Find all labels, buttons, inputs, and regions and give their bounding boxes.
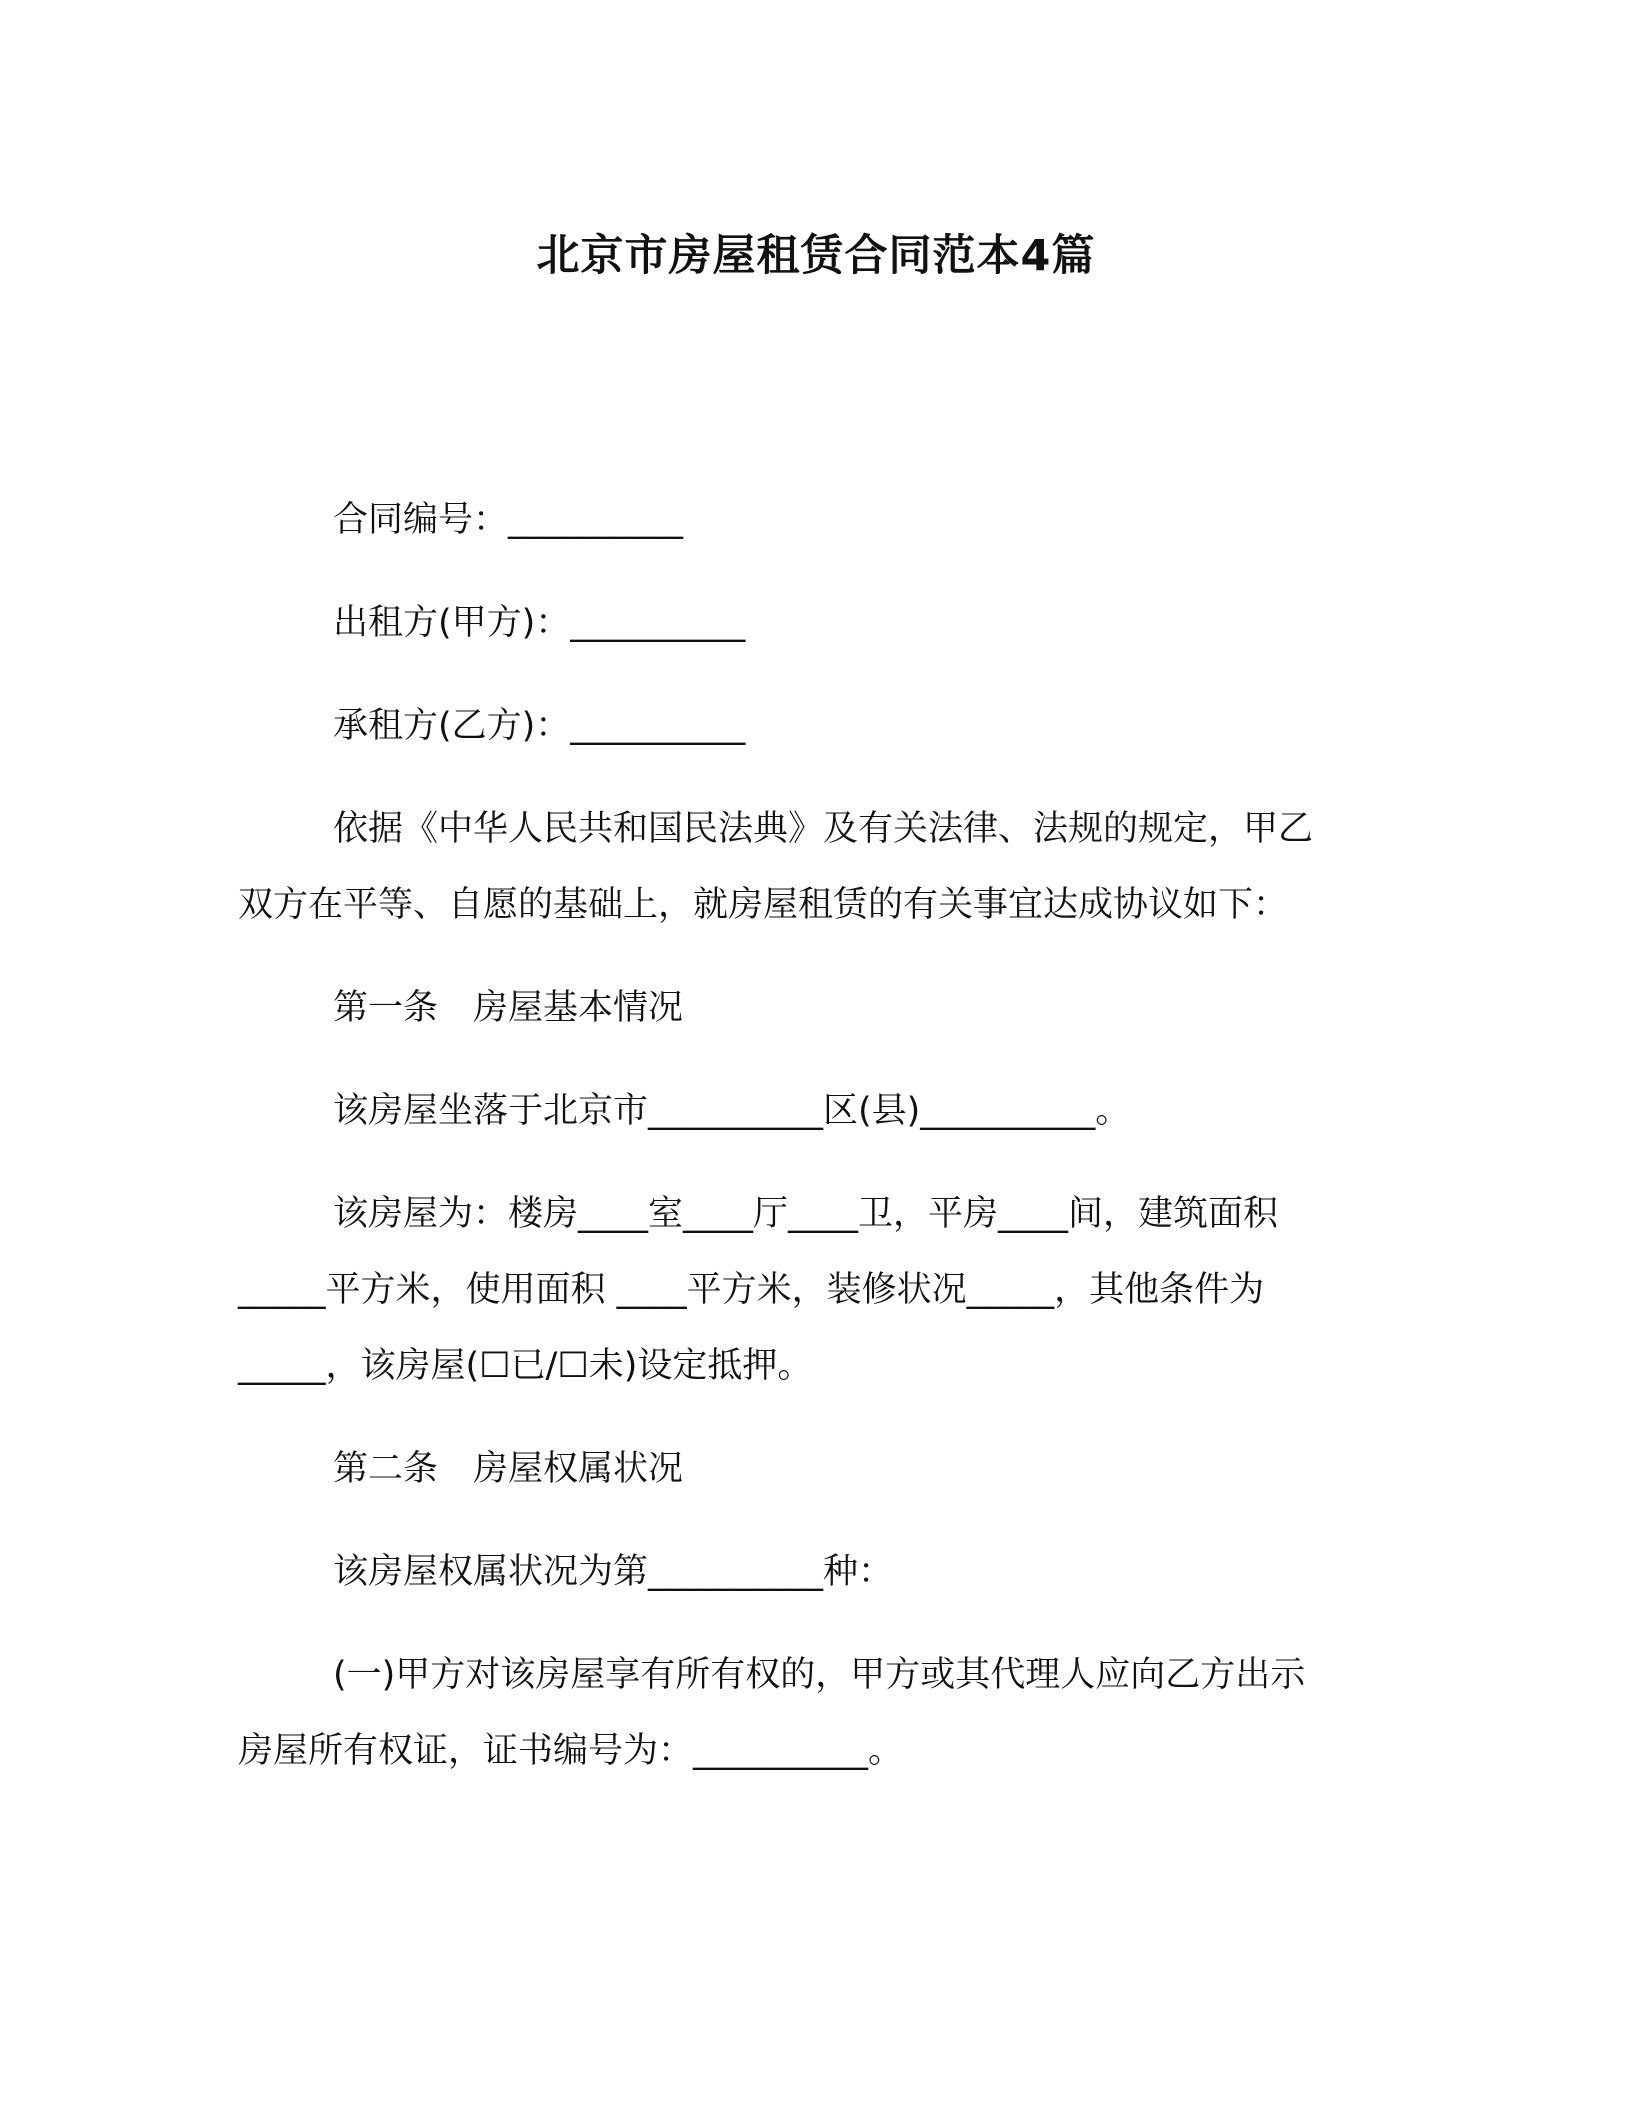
ownership-clause-line-1: (一)甲方对该房屋享有所有权的，甲方或其代理人应向乙方出示 (333, 1655, 1306, 1695)
preamble-line-2: 双方在平等、自愿的基础上，就房屋租赁的有关事宜达成协议如下： (238, 885, 1289, 925)
contract-number-line: 合同编号：__________ (333, 500, 684, 540)
ownership-type-line: 该房屋权属状况为第__________种： (333, 1552, 894, 1592)
document-title: 北京市房屋租赁合同范本4篇 (536, 231, 1096, 281)
article-1-heading: 第一条 房屋基本情况 (333, 988, 684, 1028)
ownership-clause-line-2: 房屋所有权证，证书编号为：__________。 (238, 1731, 904, 1771)
house-details-line-1: 该房屋为：楼房____室____厅____卫，平房____间，建筑面积 (333, 1194, 1279, 1234)
house-details-line-3: _____，该房屋(☐已/☐未)设定抵押。 (238, 1346, 813, 1386)
lessee-line: 承租方(乙方)：__________ (333, 706, 746, 746)
house-details-line-2: _____平方米，使用面积 ____平方米，装修状况_____，其他条件为 (238, 1270, 1265, 1310)
article-2-heading: 第二条 房屋权属状况 (333, 1449, 684, 1489)
location-line: 该房屋坐落于北京市__________区(县)__________。 (333, 1091, 1131, 1131)
lessor-line: 出租方(甲方)：__________ (333, 603, 746, 643)
preamble-line-1: 依据《中华人民共和国民法典》及有关法律、法规的规定，甲乙 (333, 809, 1314, 849)
